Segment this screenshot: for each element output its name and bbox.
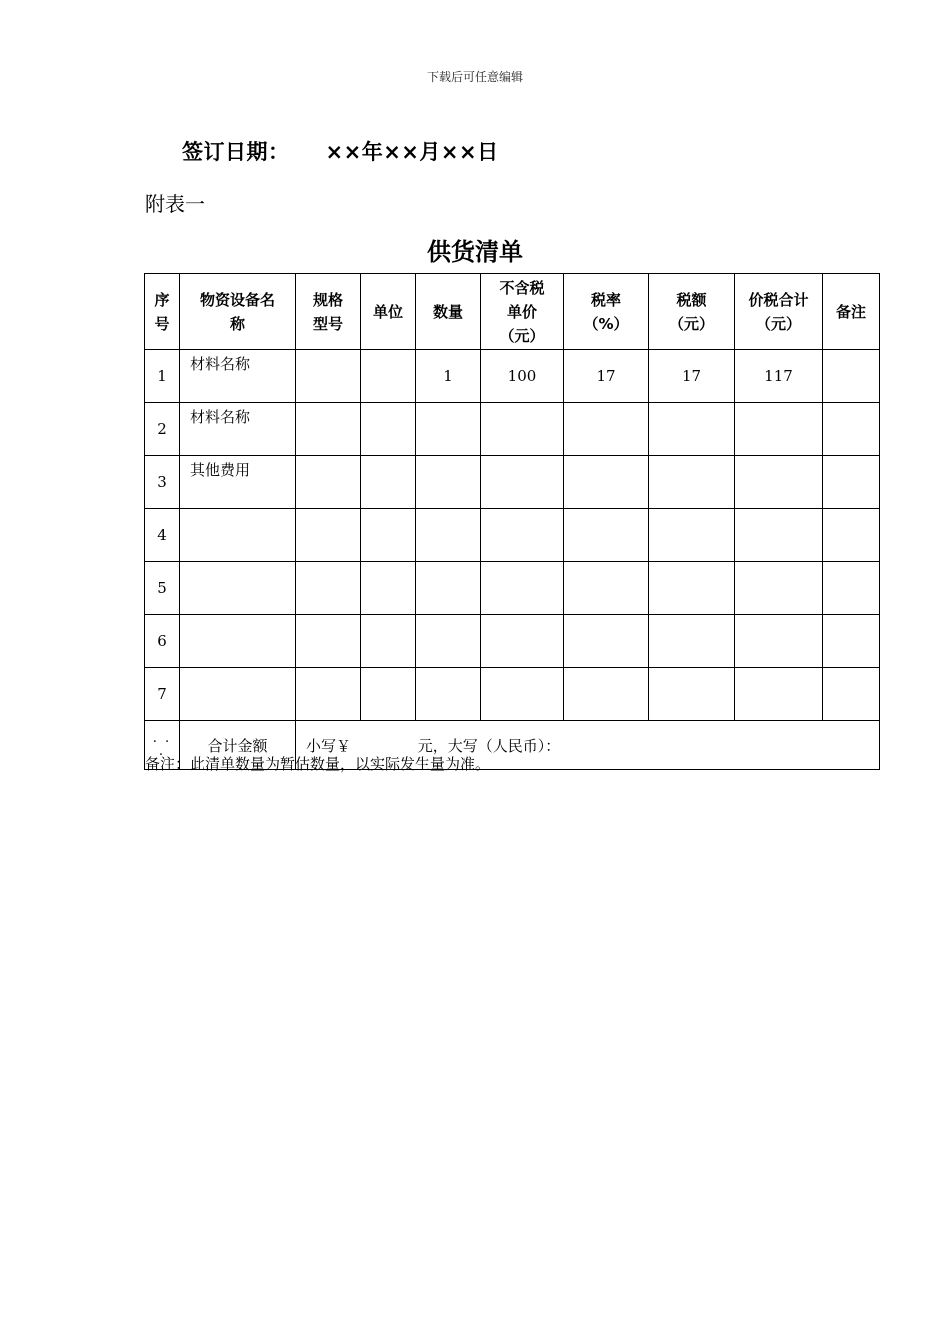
table-row [145,668,880,721]
cell-total [735,615,823,668]
cell-quantity: 1 [416,350,481,403]
cell-spec [296,456,361,509]
header-remark: 备注 [823,274,880,350]
cell-total [735,509,823,562]
cell-spec [296,509,361,562]
cell-tax-amount [649,509,735,562]
cell-tax-rate [564,509,649,562]
header-item-name: 物资设备名 称 [180,274,296,350]
table-row [145,615,880,668]
cell-spec [296,668,361,721]
sign-date [182,136,499,166]
cell-tax-rate: 17 [564,350,649,403]
cell-total [735,456,823,509]
cell-unit-price [481,615,564,668]
cell-item-name [180,668,296,721]
header-spec: 规格 型号 [296,274,361,350]
header-index: 序 号 [145,274,180,350]
sign-date-value: ××年××月××日 [325,140,499,164]
total-amount-text: 小写￥ 元，大写（人民币）： [296,721,880,770]
cell-unit-price [481,509,564,562]
cell-unit [361,509,416,562]
cell-index: 1 [145,350,180,403]
cell-quantity [416,509,481,562]
cell-unit [361,668,416,721]
cell-remark [823,350,880,403]
cell-tax-amount [649,403,735,456]
cell-unit [361,562,416,615]
cell-remark [823,615,880,668]
table-header-row [145,274,880,350]
table-row [145,456,880,509]
cell-tax-amount [649,456,735,509]
header-unit-price: 不含税 单价 （元） [481,274,564,350]
cell-remark [823,668,880,721]
cell-tax-amount [649,562,735,615]
cell-remark [823,456,880,509]
cell-quantity [416,668,481,721]
total-label: 合计金额 [180,721,296,770]
header-total: 价税合计 （元） [735,274,823,350]
cell-total [735,403,823,456]
cell-remark [823,403,880,456]
table-row [145,562,880,615]
table-row [145,350,880,403]
cell-index: 6 [145,615,180,668]
cell-unit-price [481,403,564,456]
table-body [145,350,880,721]
header-tax-rate: 税率 （%） [564,274,649,350]
cell-tax-amount [649,668,735,721]
cell-index: 5 [145,562,180,615]
cell-item-name: 材料名称 [180,350,296,403]
cell-item-name [180,509,296,562]
cell-item-name [180,562,296,615]
cell-unit [361,403,416,456]
cell-item-name [180,615,296,668]
cell-unit [361,350,416,403]
sign-date-label: 签订日期： [182,140,290,164]
cell-index: 2 [145,403,180,456]
cell-total [735,668,823,721]
cell-tax-rate [564,615,649,668]
cell-quantity [416,456,481,509]
page-title: 供货清单 [427,238,523,266]
cell-item-name: 其他费用 [180,456,296,509]
cell-tax-rate [564,403,649,456]
cell-index: 3 [145,456,180,509]
footnote: 备注：此清单数量为暂估数量，以实际发生量为准。 [145,755,491,773]
cell-unit-price [481,668,564,721]
cell-spec [296,562,361,615]
total-row-index: . . . [145,721,180,770]
cell-spec [296,615,361,668]
cell-unit [361,615,416,668]
cell-tax-rate [564,668,649,721]
cell-quantity [416,615,481,668]
table-row [145,509,880,562]
cell-total [735,562,823,615]
cell-spec [296,350,361,403]
cell-tax-amount: 17 [649,350,735,403]
header-unit: 单位 [361,274,416,350]
cell-unit-price [481,456,564,509]
cell-tax-amount [649,615,735,668]
table-row [145,403,880,456]
supply-table [144,273,880,770]
header-note: 下载后可任意编辑 [426,70,523,84]
cell-item-name: 材料名称 [180,403,296,456]
cell-tax-rate [564,562,649,615]
cell-unit-price: 100 [481,350,564,403]
header-quantity: 数量 [416,274,481,350]
cell-spec [296,403,361,456]
cell-index: 4 [145,509,180,562]
cell-unit-price [481,562,564,615]
cell-tax-rate [564,456,649,509]
cell-quantity [416,403,481,456]
header-tax-amount: 税额 （元） [649,274,735,350]
cell-quantity [416,562,481,615]
cell-remark [823,562,880,615]
cell-index: 7 [145,668,180,721]
appendix-label: 附表一 [145,192,205,216]
cell-total: 117 [735,350,823,403]
cell-remark [823,509,880,562]
cell-unit [361,456,416,509]
